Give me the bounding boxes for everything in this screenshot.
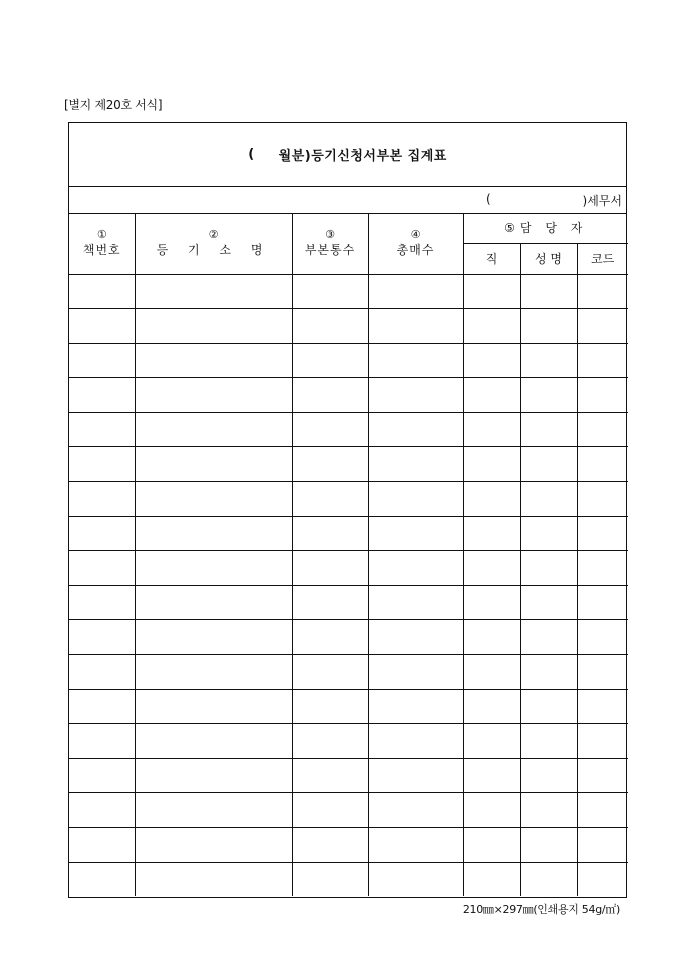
registry-cell[interactable] (135, 482, 292, 517)
col-number-2: ② (208, 228, 219, 242)
position-cell[interactable] (463, 447, 520, 482)
sheets-cell[interactable] (368, 482, 463, 517)
col-header-sheets (368, 213, 463, 274)
col-header-book-no (69, 213, 135, 274)
registry-cell[interactable] (135, 689, 292, 724)
table-row (69, 793, 628, 828)
position-cell[interactable] (463, 828, 520, 863)
name-cell[interactable] (520, 689, 577, 724)
book-no-cell[interactable] (69, 689, 135, 724)
code-cell[interactable] (577, 309, 628, 344)
registry-cell[interactable] (135, 724, 292, 759)
book-no-cell[interactable] (69, 309, 135, 344)
sheets-cell[interactable] (368, 828, 463, 863)
copies-cell[interactable] (292, 516, 368, 551)
copies-cell[interactable] (292, 689, 368, 724)
summary-table (69, 213, 628, 896)
table-row (69, 343, 628, 378)
code-cell[interactable] (577, 862, 628, 896)
table-row (69, 274, 628, 309)
name-cell[interactable] (520, 620, 577, 655)
table-row (69, 447, 628, 482)
sheets-cell[interactable] (368, 793, 463, 828)
name-cell[interactable] (520, 828, 577, 863)
col-label-registry: 등 기 소 명 (156, 243, 271, 258)
name-cell[interactable] (520, 274, 577, 309)
table-row (69, 378, 628, 413)
col-header-officer (463, 213, 628, 243)
sheets-cell[interactable] (368, 447, 463, 482)
col-number-4: ④ (410, 228, 421, 242)
table-row (69, 655, 628, 690)
registry-cell[interactable] (135, 447, 292, 482)
col-number-1: ① (96, 228, 107, 242)
book-no-cell[interactable] (69, 758, 135, 793)
title-text: 월분)등기신청서부본 집계표 (278, 149, 447, 164)
sheets-cell[interactable] (368, 378, 463, 413)
table-row (69, 862, 628, 896)
copies-cell[interactable] (292, 724, 368, 759)
table-row (69, 412, 628, 447)
registry-cell[interactable] (135, 620, 292, 655)
col-number-3: ③ (325, 228, 335, 242)
position-cell[interactable] (463, 585, 520, 620)
paper-spec-note: 210㎜×297㎜(인쇄용지 54g/㎡) (462, 903, 620, 916)
col-header-copies (292, 213, 368, 274)
copies-cell[interactable] (292, 585, 368, 620)
name-cell[interactable] (520, 447, 577, 482)
book-no-cell[interactable] (69, 378, 135, 413)
copies-cell[interactable] (292, 274, 368, 309)
book-no-cell[interactable] (69, 447, 135, 482)
code-cell[interactable] (577, 585, 628, 620)
code-cell[interactable] (577, 758, 628, 793)
position-cell[interactable] (463, 482, 520, 517)
code-cell[interactable] (577, 447, 628, 482)
sheets-cell[interactable] (368, 689, 463, 724)
book-no-cell[interactable] (69, 620, 135, 655)
position-cell[interactable] (463, 758, 520, 793)
table-row (69, 620, 628, 655)
name-cell[interactable] (520, 309, 577, 344)
title-open-paren: ( (248, 147, 255, 162)
copies-cell[interactable] (292, 378, 368, 413)
book-no-cell[interactable] (69, 516, 135, 551)
registry-cell[interactable] (135, 516, 292, 551)
position-cell[interactable] (463, 655, 520, 690)
copies-cell[interactable] (292, 309, 368, 344)
copies-cell[interactable] (292, 551, 368, 586)
sheets-cell[interactable] (368, 655, 463, 690)
name-cell[interactable] (520, 724, 577, 759)
table-body (69, 274, 628, 896)
sheets-cell[interactable] (368, 585, 463, 620)
code-cell[interactable] (577, 655, 628, 690)
position-cell[interactable] (463, 309, 520, 344)
code-cell[interactable] (577, 412, 628, 447)
sheets-cell[interactable] (368, 274, 463, 309)
name-cell[interactable] (520, 551, 577, 586)
position-cell[interactable] (463, 689, 520, 724)
copies-cell[interactable] (292, 655, 368, 690)
name-cell[interactable] (520, 655, 577, 690)
table-row (69, 689, 628, 724)
position-cell[interactable] (463, 620, 520, 655)
code-cell[interactable] (577, 378, 628, 413)
position-cell[interactable] (463, 412, 520, 447)
book-no-cell[interactable] (69, 655, 135, 690)
copies-cell[interactable] (292, 447, 368, 482)
tax-office-row (69, 186, 626, 214)
name-cell[interactable] (520, 585, 577, 620)
sheets-cell[interactable] (368, 412, 463, 447)
book-no-cell[interactable] (69, 343, 135, 378)
code-cell[interactable] (577, 274, 628, 309)
col-label-sheets: 총매수 (396, 243, 435, 258)
table-row (69, 828, 628, 863)
table-row (69, 585, 628, 620)
table-row (69, 482, 628, 517)
position-cell[interactable] (463, 551, 520, 586)
registry-cell[interactable] (135, 585, 292, 620)
form-title (69, 123, 626, 187)
col-header-code: 코드 (577, 243, 628, 274)
code-cell[interactable] (577, 551, 628, 586)
summary-form (68, 122, 627, 898)
registry-cell[interactable] (135, 274, 292, 309)
code-cell[interactable] (577, 516, 628, 551)
name-cell[interactable] (520, 482, 577, 517)
col-label-book-no: 책번호 (82, 243, 121, 258)
copies-cell[interactable] (292, 862, 368, 896)
col-label-officer: ⑤담 당 자 (504, 220, 588, 235)
copies-cell[interactable] (292, 793, 368, 828)
book-no-cell[interactable] (69, 412, 135, 447)
name-cell[interactable] (520, 343, 577, 378)
registry-cell[interactable] (135, 551, 292, 586)
book-no-cell[interactable] (69, 828, 135, 863)
code-cell[interactable] (577, 828, 628, 863)
position-cell[interactable] (463, 274, 520, 309)
position-cell[interactable] (463, 343, 520, 378)
name-cell[interactable] (520, 862, 577, 896)
position-cell[interactable] (463, 516, 520, 551)
registry-cell[interactable] (135, 793, 292, 828)
col-header-registry (135, 213, 292, 274)
col-header-name: 성 명 (520, 243, 577, 274)
table-row (69, 551, 628, 586)
registry-cell[interactable] (135, 758, 292, 793)
position-cell[interactable] (463, 378, 520, 413)
col-header-position: 직 (463, 243, 520, 274)
book-no-cell[interactable] (69, 793, 135, 828)
table-row (69, 309, 628, 344)
copies-cell[interactable] (292, 620, 368, 655)
tax-office-label: )세무서 (582, 194, 622, 208)
code-cell[interactable] (577, 343, 628, 378)
copies-cell[interactable] (292, 412, 368, 447)
sheets-cell[interactable] (368, 551, 463, 586)
registry-cell[interactable] (135, 309, 292, 344)
code-cell[interactable] (577, 482, 628, 517)
name-cell[interactable] (520, 412, 577, 447)
copies-cell[interactable] (292, 828, 368, 863)
registry-cell[interactable] (135, 862, 292, 896)
position-cell[interactable] (463, 793, 520, 828)
tax-office-open-paren: ( (486, 192, 491, 206)
registry-cell[interactable] (135, 828, 292, 863)
code-cell[interactable] (577, 793, 628, 828)
code-cell[interactable] (577, 620, 628, 655)
table-row (69, 758, 628, 793)
code-cell[interactable] (577, 724, 628, 759)
name-cell[interactable] (520, 793, 577, 828)
sheets-cell[interactable] (368, 862, 463, 896)
sheets-cell[interactable] (368, 620, 463, 655)
table-row (69, 724, 628, 759)
sheets-cell[interactable] (368, 758, 463, 793)
name-cell[interactable] (520, 378, 577, 413)
book-no-cell[interactable] (69, 862, 135, 896)
copies-cell[interactable] (292, 482, 368, 517)
form-label: [별지 제20호 서식] (64, 98, 163, 112)
header-row-1 (69, 213, 628, 243)
registry-cell[interactable] (135, 378, 292, 413)
code-cell[interactable] (577, 689, 628, 724)
registry-cell[interactable] (135, 343, 292, 378)
book-no-cell[interactable] (69, 724, 135, 759)
copies-cell[interactable] (292, 758, 368, 793)
book-no-cell[interactable] (69, 585, 135, 620)
book-no-cell[interactable] (69, 551, 135, 586)
name-cell[interactable] (520, 758, 577, 793)
name-cell[interactable] (520, 516, 577, 551)
registry-cell[interactable] (135, 655, 292, 690)
col-label-copies: 부본통수 (304, 243, 356, 258)
book-no-cell[interactable] (69, 274, 135, 309)
sheets-cell[interactable] (368, 343, 463, 378)
registry-cell[interactable] (135, 412, 292, 447)
copies-cell[interactable] (292, 343, 368, 378)
sheets-cell[interactable] (368, 516, 463, 551)
sheets-cell[interactable] (368, 724, 463, 759)
position-cell[interactable] (463, 862, 520, 896)
book-no-cell[interactable] (69, 482, 135, 517)
sheets-cell[interactable] (368, 309, 463, 344)
table-row (69, 516, 628, 551)
position-cell[interactable] (463, 724, 520, 759)
